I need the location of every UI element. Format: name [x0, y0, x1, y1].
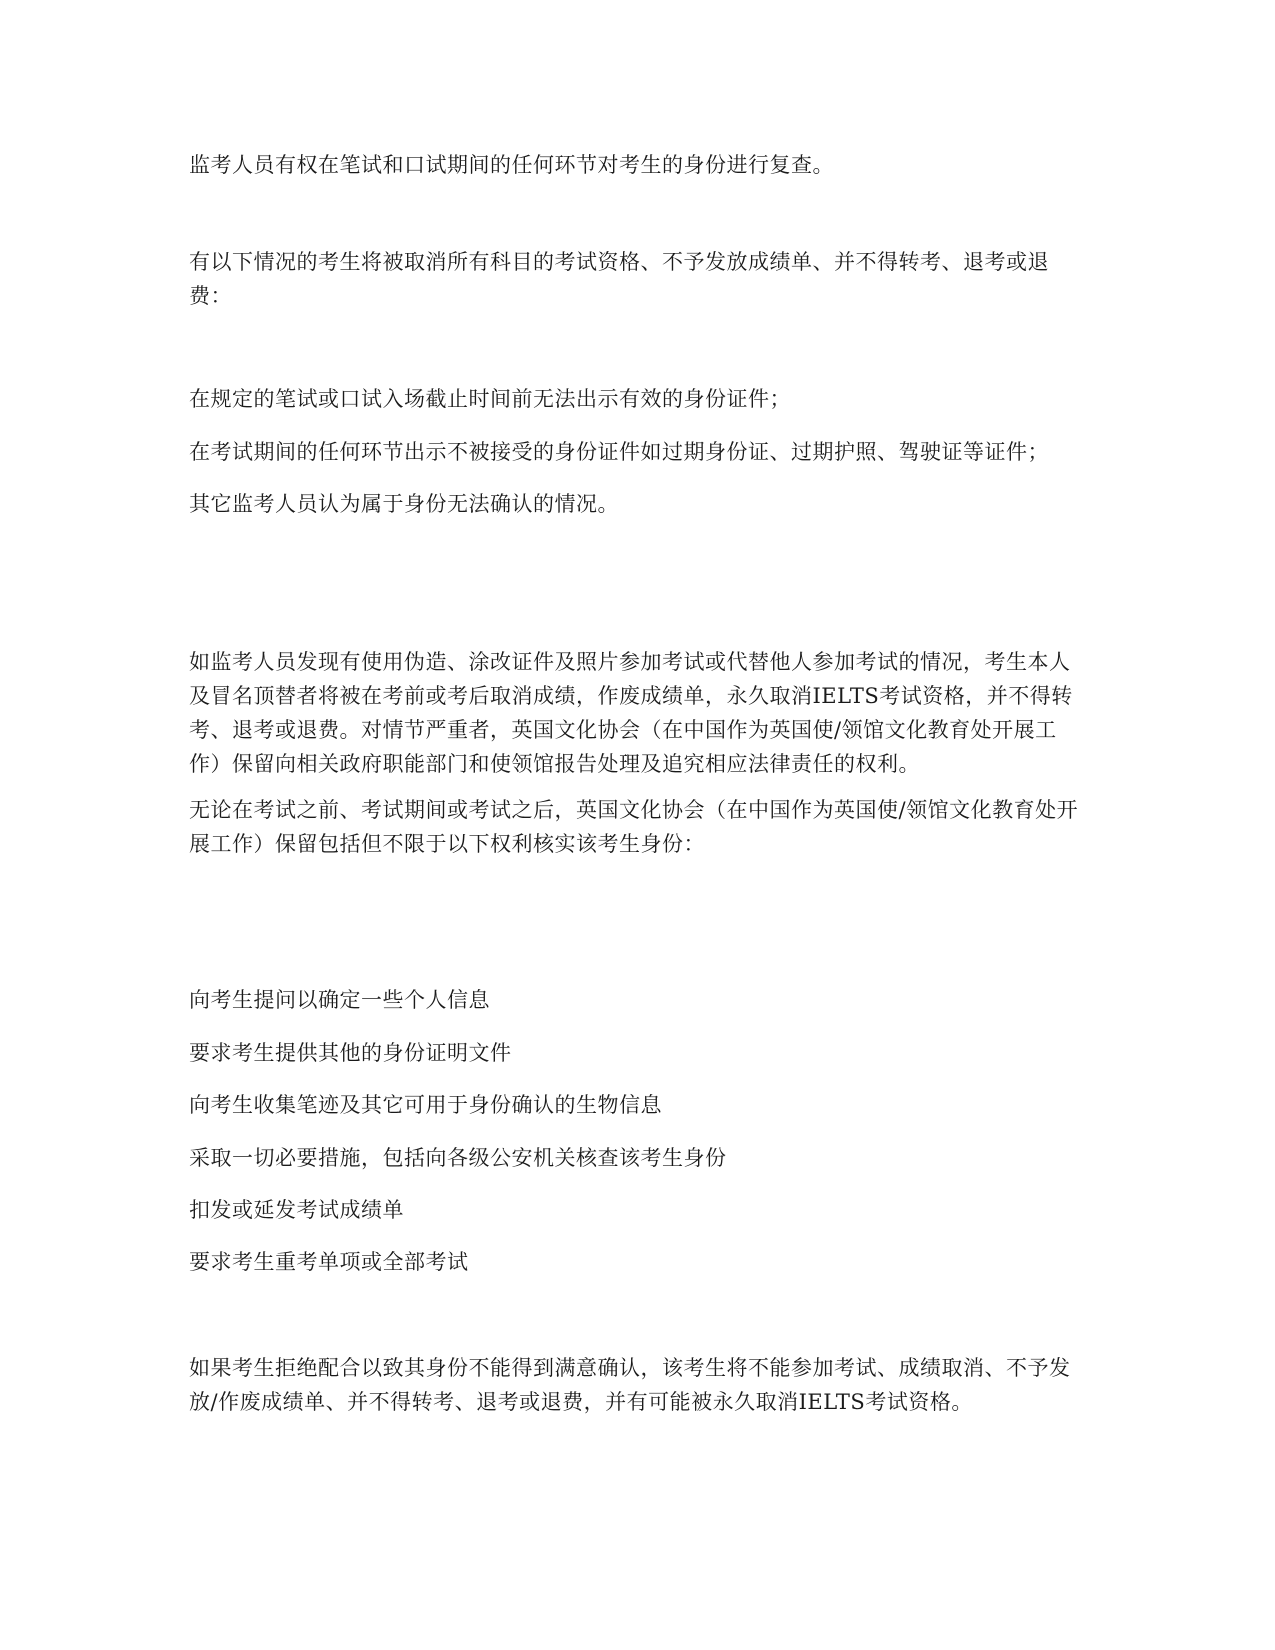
list-item-other-documents: 要求考生提供其他的身份证明文件	[189, 1041, 512, 1065]
paragraph-refusal-consequences: 如果考生拒绝配合以致其身份不能得到满意确认，该考生将不能参加考试、成绩取消、不予发放/作废成绩单、并不得转考、退考或退费，并有可能被永久取消IELTS考试资格。	[189, 1356, 1071, 1414]
list-item-ask-questions: 向考生提问以确定一些个人信息	[189, 988, 490, 1012]
paragraph-disqualification-intro: 有以下情况的考生将被取消所有科目的考试资格、不予发放成绩单、并不得转考、退考或退费：	[189, 250, 1049, 308]
list-item-police-check: 采取一切必要措施，包括向各级公安机关核查该考生身份	[189, 1146, 727, 1170]
paragraph-fraud-consequences: 如监考人员发现有使用伪造、涂改证件及照片参加考试或代替他人参加考试的情况，考生本人及冒名顶替者将被在考前或考后取消成绩，作废成绩单，永久取消IELTS考试资格，并不得转考、退考或退费。对情节严重者，英国文化协会（在中国作为英国使/领馆文化教育处开展工作）保留向相关政府职能部门和使领馆报告处理及追究相应法律责任的权利。	[189, 650, 1073, 776]
paragraph-identity-recheck: 监考人员有权在笔试和口试期间的任何环节对考生的身份进行复查。	[189, 153, 834, 177]
paragraph-condition-no-valid-id: 在规定的笔试或口试入场截止时间前无法出示有效的身份证件；	[189, 387, 791, 411]
paragraph-condition-invalid-id: 在考试期间的任何环节出示不被接受的身份证件如过期身份证、过期护照、驾驶证等证件；	[189, 440, 1049, 464]
paragraph-verification-rights-intro: 无论在考试之前、考试期间或考试之后，英国文化协会（在中国作为英国使/领馆文化教育处开展工作）保留包括但不限于以下权利核实该考生身份：	[189, 798, 1079, 856]
list-item-retake-test: 要求考生重考单项或全部考试	[189, 1250, 469, 1274]
paragraph-condition-unconfirmed: 其它监考人员认为属于身份无法确认的情况。	[189, 492, 619, 516]
list-item-collect-biometrics: 向考生收集笔迹及其它可用于身份确认的生物信息	[189, 1093, 662, 1117]
list-item-withhold-results: 扣发或延发考试成绩单	[189, 1198, 404, 1222]
